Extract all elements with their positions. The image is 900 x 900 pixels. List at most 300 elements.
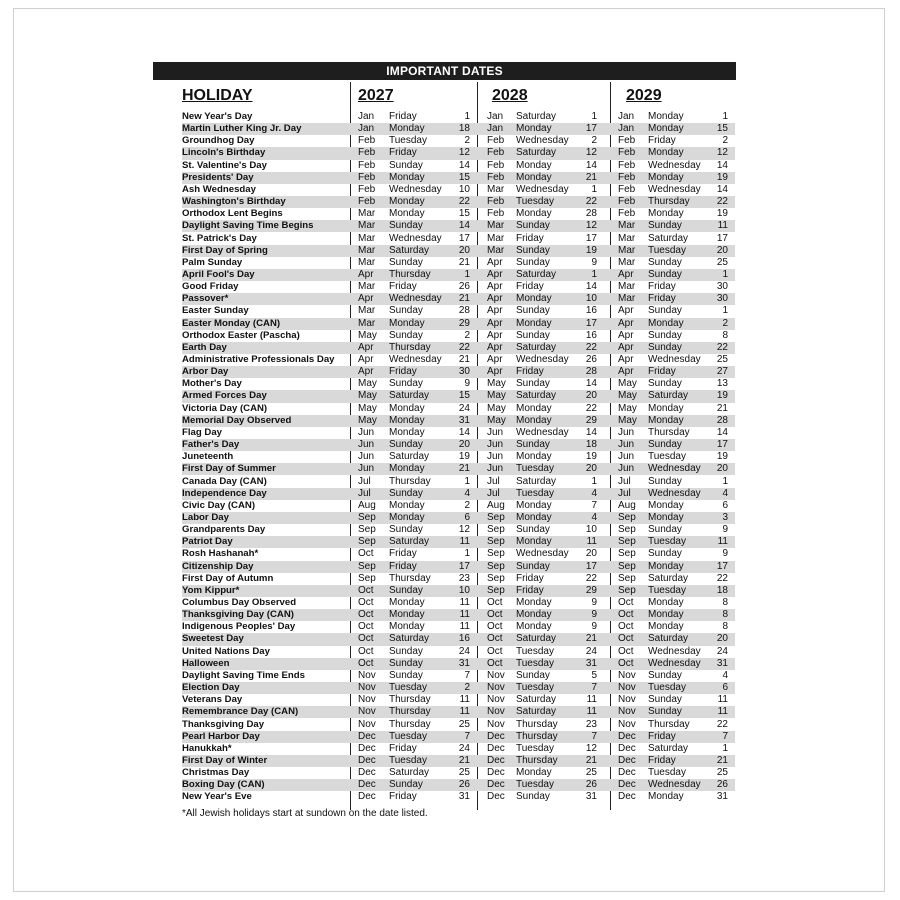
day-number-cell: 1: [722, 111, 728, 122]
month-cell: Oct: [358, 633, 374, 645]
month-cell: Nov: [358, 694, 376, 706]
weekday-cell: Friday: [389, 548, 417, 560]
weekday-cell: Thursday: [389, 475, 431, 487]
table-row: [0, 694, 900, 706]
month-cell: Jan: [487, 111, 504, 122]
day-number-cell: 22: [585, 572, 597, 584]
day-number-cell: 10: [458, 584, 470, 596]
weekday-cell: Sunday: [389, 645, 423, 657]
table-row: [0, 609, 900, 621]
holiday-name: Labor Day: [182, 511, 229, 523]
weekday-cell: Saturday: [516, 147, 557, 159]
month-cell: Nov: [618, 694, 636, 706]
weekday-cell: Friday: [389, 742, 417, 754]
day-number-cell: 9: [591, 597, 597, 608]
weekday-cell: Monday: [389, 597, 425, 608]
month-cell: Feb: [487, 171, 505, 183]
day-number-cell: 28: [458, 305, 470, 317]
day-number-cell: 17: [585, 232, 597, 244]
weekday-cell: Wednesday: [389, 354, 442, 365]
holiday-name: New Year's Day: [182, 111, 253, 122]
month-cell: Nov: [358, 706, 376, 718]
day-number-cell: 17: [458, 560, 470, 572]
month-cell: Jun: [618, 439, 635, 451]
month-cell: Oct: [358, 609, 374, 621]
month-cell: Sep: [487, 536, 505, 548]
month-cell: Aug: [618, 499, 636, 511]
day-number-cell: 7: [591, 730, 597, 742]
weekday-cell: Sunday: [516, 220, 550, 232]
weekday-cell: Sunday: [648, 694, 682, 706]
weekday-cell: Wednesday: [389, 183, 442, 195]
holiday-name: Canada Day (CAN): [182, 475, 267, 487]
weekday-cell: Sunday: [648, 475, 682, 487]
holiday-name: Civic Day (CAN): [182, 499, 256, 511]
day-number-cell: 14: [716, 426, 728, 438]
table-row: [0, 439, 900, 451]
weekday-cell: Tuesday: [516, 196, 554, 208]
day-number-cell: 2: [464, 682, 470, 694]
month-cell: May: [618, 390, 637, 402]
month-cell: Feb: [487, 147, 505, 159]
table-row: [0, 646, 900, 658]
weekday-cell: Wednesday: [648, 183, 701, 195]
holiday-name: Thanksgiving Day (CAN): [182, 609, 294, 621]
month-cell: Apr: [487, 317, 503, 329]
weekday-cell: Monday: [648, 609, 684, 621]
day-number-cell: 16: [585, 305, 597, 317]
month-cell: Feb: [358, 135, 376, 147]
month-cell: Oct: [487, 597, 503, 608]
weekday-cell: Tuesday: [516, 682, 554, 694]
weekday-cell: Tuesday: [516, 657, 554, 669]
month-cell: Mar: [618, 256, 636, 268]
weekday-cell: Tuesday: [516, 463, 554, 475]
month-cell: Jun: [358, 451, 375, 463]
day-number-cell: 21: [585, 754, 597, 766]
month-cell: Apr: [618, 329, 634, 341]
month-cell: Mar: [618, 220, 636, 232]
day-number-cell: 17: [458, 232, 470, 244]
month-cell: May: [618, 414, 637, 426]
day-number-cell: 21: [458, 293, 470, 305]
month-cell: Jun: [487, 463, 504, 475]
month-cell: Jun: [358, 439, 375, 451]
day-number-cell: 5: [591, 669, 597, 681]
day-number-cell: 7: [464, 669, 470, 681]
holiday-name: Patriot Day: [182, 536, 233, 548]
day-number-cell: 21: [458, 354, 470, 365]
month-cell: Dec: [487, 779, 505, 791]
month-cell: Jan: [487, 123, 504, 135]
month-cell: Nov: [618, 682, 636, 694]
month-cell: Apr: [358, 354, 374, 365]
day-number-cell: 26: [585, 779, 597, 791]
day-number-cell: 9: [722, 524, 728, 536]
month-cell: Sep: [618, 560, 636, 572]
month-cell: Apr: [358, 341, 374, 353]
month-cell: Jan: [358, 111, 375, 122]
day-number-cell: 15: [716, 123, 728, 135]
table-row: [0, 245, 900, 257]
day-number-cell: 2: [722, 135, 728, 147]
day-number-cell: 1: [722, 742, 728, 754]
month-cell: Sep: [358, 560, 376, 572]
table-row: [0, 779, 900, 791]
weekday-cell: Sunday: [648, 548, 682, 560]
holiday-name: Earth Day: [182, 341, 227, 353]
day-number-cell: 6: [722, 499, 728, 511]
day-number-cell: 4: [722, 669, 728, 681]
month-cell: Mar: [618, 281, 636, 293]
weekday-cell: Sunday: [648, 329, 682, 341]
weekday-cell: Tuesday: [389, 682, 427, 694]
weekday-cell: Friday: [648, 754, 676, 766]
day-number-cell: 12: [458, 524, 470, 536]
holiday-name: Lincoln's Birthday: [182, 147, 266, 159]
table-row: [0, 281, 900, 293]
weekday-cell: Wednesday: [516, 354, 569, 365]
day-number-cell: 22: [458, 196, 470, 208]
weekday-cell: Saturday: [516, 390, 557, 402]
table-row: [0, 682, 900, 694]
weekday-cell: Sunday: [516, 524, 550, 536]
month-cell: May: [487, 390, 506, 402]
month-cell: Mar: [358, 244, 376, 256]
day-number-cell: 25: [458, 718, 470, 730]
month-cell: Nov: [618, 669, 636, 681]
table-row: [0, 658, 900, 670]
holiday-name: Martin Luther King Jr. Day: [182, 123, 302, 135]
weekday-cell: Saturday: [389, 536, 430, 548]
day-number-cell: 22: [716, 572, 728, 584]
weekday-cell: Saturday: [389, 244, 430, 256]
month-cell: May: [358, 390, 377, 402]
weekday-cell: Sunday: [389, 220, 423, 232]
month-cell: Jan: [618, 123, 635, 135]
day-number-cell: 21: [716, 402, 728, 414]
month-cell: Nov: [487, 669, 505, 681]
weekday-cell: Monday: [389, 123, 425, 135]
month-cell: Feb: [618, 159, 636, 171]
month-cell: Dec: [618, 779, 636, 791]
day-number-cell: 15: [458, 390, 470, 402]
weekday-cell: Sunday: [516, 560, 550, 572]
holiday-name: Washington's Birthday: [182, 196, 286, 208]
weekday-cell: Sunday: [389, 657, 423, 669]
holiday-name: Flag Day: [182, 426, 222, 438]
day-number-cell: 21: [585, 171, 597, 183]
weekday-cell: Monday: [648, 414, 684, 426]
holiday-name: Daylight Saving Time Begins: [182, 220, 314, 232]
day-number-cell: 9: [591, 621, 597, 633]
table-row: [0, 621, 900, 633]
month-cell: Dec: [618, 767, 636, 779]
month-cell: Jul: [618, 487, 631, 499]
weekday-cell: Thursday: [648, 718, 690, 730]
table-row: [0, 111, 900, 123]
day-number-cell: 4: [591, 511, 597, 523]
day-number-cell: 21: [458, 463, 470, 475]
holiday-name: Groundhog Day: [182, 135, 255, 147]
table-row: [0, 342, 900, 354]
table-row: [0, 633, 900, 645]
footnote: *All Jewish holidays start at sundown on the date listed.: [182, 808, 428, 819]
month-cell: Jul: [487, 487, 500, 499]
month-cell: Jul: [487, 475, 500, 487]
day-number-cell: 18: [716, 584, 728, 596]
weekday-cell: Tuesday: [516, 779, 554, 791]
month-cell: Aug: [487, 499, 505, 511]
table-row: [0, 354, 900, 366]
holiday-name: Orthodox Lent Begins: [182, 208, 283, 220]
day-number-cell: 2: [591, 135, 597, 147]
month-cell: Jun: [358, 463, 375, 475]
holiday-name: April Fool's Day: [182, 268, 255, 280]
month-cell: Feb: [618, 196, 636, 208]
month-cell: Nov: [358, 682, 376, 694]
day-number-cell: 11: [717, 536, 728, 548]
month-cell: Oct: [487, 633, 503, 645]
weekday-cell: Saturday: [648, 742, 689, 754]
weekday-cell: Monday: [389, 511, 425, 523]
day-number-cell: 26: [716, 779, 728, 791]
day-number-cell: 25: [458, 767, 470, 779]
month-cell: Apr: [487, 268, 503, 280]
holiday-name: New Year's Eve: [182, 791, 252, 803]
weekday-cell: Sunday: [648, 268, 682, 280]
day-number-cell: 11: [586, 694, 597, 706]
holiday-name: Daylight Saving Time Ends: [182, 669, 305, 681]
day-number-cell: 3: [722, 511, 728, 523]
holiday-name: Palm Sunday: [182, 256, 243, 268]
day-number-cell: 1: [591, 268, 597, 280]
weekday-cell: Tuesday: [648, 244, 686, 256]
weekday-cell: Monday: [516, 402, 552, 414]
month-cell: May: [358, 329, 377, 341]
holiday-name: Election Day: [182, 682, 240, 694]
weekday-cell: Sunday: [648, 439, 682, 451]
weekday-cell: Friday: [648, 135, 676, 147]
month-cell: Sep: [487, 548, 505, 560]
month-cell: Dec: [358, 791, 376, 803]
day-number-cell: 14: [458, 159, 470, 171]
month-cell: Feb: [358, 196, 376, 208]
month-cell: Dec: [358, 779, 376, 791]
table-row: [0, 597, 900, 609]
weekday-cell: Monday: [389, 414, 425, 426]
day-number-cell: 12: [716, 147, 728, 159]
weekday-cell: Monday: [389, 171, 425, 183]
day-number-cell: 1: [464, 475, 470, 487]
month-cell: Sep: [618, 511, 636, 523]
weekday-cell: Monday: [516, 451, 552, 463]
weekday-cell: Monday: [648, 111, 684, 122]
weekday-cell: Sunday: [648, 256, 682, 268]
table-row: [0, 366, 900, 378]
month-cell: Feb: [358, 159, 376, 171]
table-row: [0, 415, 900, 427]
table-row: [0, 755, 900, 767]
day-number-cell: 22: [458, 341, 470, 353]
day-number-cell: 23: [458, 572, 470, 584]
weekday-cell: Monday: [389, 609, 425, 621]
month-cell: Mar: [358, 317, 376, 329]
day-number-cell: 20: [458, 244, 470, 256]
table-row: [0, 512, 900, 524]
weekday-cell: Saturday: [389, 767, 430, 779]
weekday-cell: Tuesday: [648, 451, 686, 463]
month-cell: Jun: [618, 463, 635, 475]
day-number-cell: 11: [459, 706, 470, 718]
day-number-cell: 20: [716, 244, 728, 256]
day-number-cell: 16: [458, 633, 470, 645]
day-number-cell: 19: [716, 390, 728, 402]
day-number-cell: 31: [716, 657, 728, 669]
month-cell: Sep: [618, 572, 636, 584]
table-row: [0, 233, 900, 245]
weekday-cell: Friday: [389, 111, 417, 122]
day-number-cell: 29: [585, 414, 597, 426]
month-cell: Nov: [358, 718, 376, 730]
month-cell: Apr: [487, 293, 503, 305]
day-number-cell: 28: [585, 366, 597, 378]
day-number-cell: 19: [716, 171, 728, 183]
month-cell: Feb: [487, 208, 505, 220]
weekday-cell: Sunday: [648, 706, 682, 718]
weekday-cell: Tuesday: [389, 135, 427, 147]
day-number-cell: 14: [716, 159, 728, 171]
day-number-cell: 11: [717, 706, 728, 718]
day-number-cell: 4: [722, 487, 728, 499]
table-row: [0, 791, 900, 803]
month-cell: Apr: [618, 305, 634, 317]
day-number-cell: 20: [458, 439, 470, 451]
weekday-cell: Sunday: [389, 487, 423, 499]
table-row: [0, 196, 900, 208]
weekday-cell: Saturday: [389, 390, 430, 402]
weekday-cell: Friday: [648, 366, 676, 378]
month-cell: Dec: [487, 742, 505, 754]
table-row: [0, 585, 900, 597]
weekday-cell: Monday: [389, 621, 425, 633]
month-cell: Feb: [358, 183, 376, 195]
day-number-cell: 17: [716, 560, 728, 572]
weekday-cell: Saturday: [648, 232, 689, 244]
weekday-cell: Saturday: [516, 694, 557, 706]
month-cell: Aug: [358, 499, 376, 511]
month-cell: Oct: [358, 597, 374, 608]
weekday-cell: Sunday: [516, 329, 550, 341]
holiday-name: Thanksgiving Day: [182, 718, 265, 730]
holiday-name: First Day of Spring: [182, 244, 268, 256]
month-cell: Dec: [487, 767, 505, 779]
weekday-cell: Wednesday: [648, 487, 701, 499]
table-row: [0, 403, 900, 415]
table-row: [0, 172, 900, 184]
weekday-cell: Wednesday: [389, 232, 442, 244]
month-cell: Apr: [618, 366, 634, 378]
holiday-name: Memorial Day Observed: [182, 414, 292, 426]
year-header-2029: 2029: [626, 87, 662, 104]
table-row: [0, 330, 900, 342]
table-row: [0, 561, 900, 573]
holiday-header: HOLIDAY: [182, 87, 253, 104]
day-number-cell: 6: [464, 511, 470, 523]
weekday-cell: Monday: [648, 560, 684, 572]
holiday-name: Administrative Professionals Day: [182, 354, 335, 365]
weekday-cell: Wednesday: [648, 354, 701, 365]
weekday-cell: Saturday: [516, 633, 557, 645]
month-cell: Apr: [358, 293, 374, 305]
weekday-cell: Monday: [648, 317, 684, 329]
month-cell: Jun: [618, 426, 635, 438]
banner-title: IMPORTANT DATES: [153, 62, 736, 80]
month-cell: Nov: [487, 718, 505, 730]
month-cell: Feb: [618, 135, 636, 147]
day-number-cell: 31: [458, 414, 470, 426]
day-number-cell: 9: [722, 548, 728, 560]
year-header-2028: 2028: [492, 87, 528, 104]
day-number-cell: 20: [585, 463, 597, 475]
holiday-name: Easter Monday (CAN): [182, 317, 281, 329]
day-number-cell: 26: [458, 281, 470, 293]
day-number-cell: 14: [585, 159, 597, 171]
day-number-cell: 10: [585, 524, 597, 536]
month-cell: Sep: [487, 511, 505, 523]
day-number-cell: 12: [585, 220, 597, 232]
day-number-cell: 1: [591, 475, 597, 487]
day-number-cell: 21: [716, 754, 728, 766]
weekday-cell: Wednesday: [516, 548, 569, 560]
holiday-name: Halloween: [182, 657, 230, 669]
day-number-cell: 25: [716, 767, 728, 779]
table-row: [0, 524, 900, 536]
weekday-cell: Thursday: [389, 694, 431, 706]
day-number-cell: 20: [585, 548, 597, 560]
holiday-name: Armed Forces Day: [182, 390, 267, 402]
weekday-cell: Sunday: [516, 669, 550, 681]
weekday-cell: Sunday: [389, 669, 423, 681]
weekday-cell: Saturday: [516, 706, 557, 718]
month-cell: Nov: [618, 706, 636, 718]
day-number-cell: 19: [458, 451, 470, 463]
day-number-cell: 11: [459, 694, 470, 706]
weekday-cell: Friday: [389, 147, 417, 159]
table-row: [0, 706, 900, 718]
table-row: [0, 184, 900, 196]
day-number-cell: 24: [716, 645, 728, 657]
table-row: [0, 220, 900, 232]
month-cell: Dec: [618, 791, 636, 803]
day-number-cell: 2: [464, 499, 470, 511]
table-row: [0, 463, 900, 475]
weekday-cell: Thursday: [389, 718, 431, 730]
weekday-cell: Monday: [389, 499, 425, 511]
month-cell: Apr: [487, 281, 503, 293]
holiday-name: Boxing Day (CAN): [182, 779, 265, 791]
weekday-cell: Monday: [516, 208, 552, 220]
day-number-cell: 22: [585, 196, 597, 208]
day-number-cell: 18: [458, 123, 470, 135]
day-number-cell: 20: [716, 463, 728, 475]
month-cell: Oct: [358, 584, 374, 596]
table-row: [0, 476, 900, 488]
holiday-name: Sweetest Day: [182, 633, 244, 645]
holiday-name: First Day of Autumn: [182, 572, 274, 584]
holiday-name: St. Patrick's Day: [182, 232, 257, 244]
day-number-cell: 8: [722, 329, 728, 341]
